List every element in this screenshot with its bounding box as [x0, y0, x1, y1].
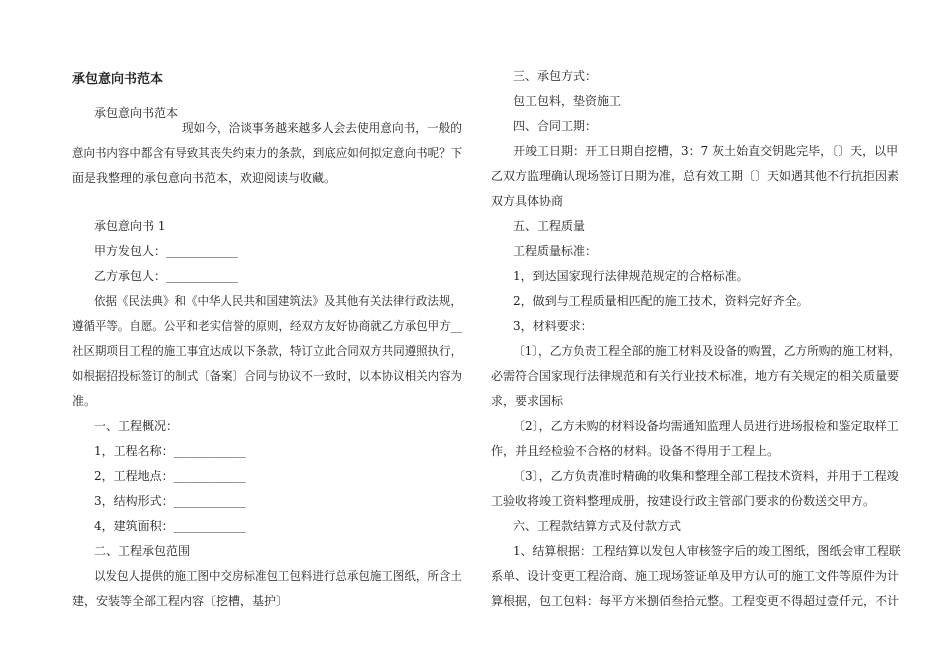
paragraph-line: 以发包人提供的施工图中交房标准包工包料进行总承包施工图纸，所含土 — [94, 569, 462, 583]
section-heading: 五、工程质量 — [513, 219, 586, 233]
paragraph-line: 承包意向书范本 — [94, 106, 179, 120]
party-a-line: 甲方发包人：____________ — [94, 244, 239, 258]
paragraph-line: 〔1〕，乙方负责工程全部的施工材料及设备的购置，乙方所购的施工材料， — [513, 344, 901, 358]
list-item: 4，建筑面积：____________ — [94, 519, 246, 533]
list-item: 3，材料要求： — [513, 319, 593, 333]
paragraph-line: 〔3〕，乙方负责准时精确的收集和整理全部工程技术资料，并用于工程竣 — [513, 469, 899, 483]
paragraph-line: 面是我整理的承包意向书范本，欢迎阅读与收藏。 — [72, 171, 337, 185]
party-b-line: 乙方承包人：____________ — [94, 269, 239, 283]
paragraph-line: 双方具体协商 — [491, 194, 564, 208]
paragraph-line: 依据《民法典》和《中华人民共和国建筑法》及其他有关法律行政法规， — [94, 294, 462, 308]
section-heading: 六、工程款结算方式及付款方式 — [513, 519, 682, 533]
paragraph-line: 必需符合国家现行法律规范和有关行业技术标准，地方有关规定的相关质量要 — [491, 369, 900, 383]
paragraph-line: 准。 — [72, 394, 97, 408]
paragraph-line: 建，安装等全部工程内容〔挖槽，基护〕 — [72, 594, 289, 608]
section-heading: 三、承包方式： — [513, 69, 598, 83]
list-item: 2，做到与工程质量相匹配的施工技术，资料完好齐全。 — [513, 294, 809, 308]
paragraph-line: 开竣工日期：开工日期自挖槽，3：7 灰土始直交钥匙完毕，〔〕天，以甲 — [513, 144, 899, 158]
paragraph-line: 作，并且经检验不合格的材料。设备不得用于工程上。 — [491, 444, 780, 458]
paragraph-line: 1、结算根据：工程结算以发包人审核签字后的竣工图纸，图纸会审工程联 — [513, 544, 901, 558]
paragraph-line: 意向书内容中都含有导致其丧失约束力的条款，到底应如何拟定意向书呢？下 — [72, 146, 463, 160]
list-item: 1，工程名称：____________ — [94, 444, 246, 458]
paragraph-line: 工验收将竣工资料整理成册，按建设行政主管部门要求的份数送交甲方。 — [491, 494, 876, 508]
paragraph-line: 现如今，洽谈事务越来越多人会去使用意向书，一般的 — [182, 121, 462, 135]
list-item: 1，到达国家现行法律规范规定的合格标准。 — [513, 269, 749, 283]
list-item: 3，结构形式：____________ — [94, 494, 246, 508]
paragraph-line: 算根据，包工包料：每平方米捌佰叁拾元整。工程变更不得超过壹仟元，不计 — [491, 594, 900, 608]
paragraph-line: 乙双方监理确认现场签订日期为准，总有效工期〔〕天如遇其他不行抗拒因素 — [491, 169, 900, 183]
paragraph-line: 工程质量标准： — [513, 244, 598, 258]
paragraph-line: 〔2〕，乙方未购的材料设备均需通知监理人员进行进场报检和鉴定取样工 — [513, 419, 899, 433]
paragraph-line: 包工包料，垫资施工 — [513, 94, 622, 108]
paragraph-line: 如根据招投标签订的制式〔备案〕合同与协议不一致时，以本协议相关内容为 — [72, 369, 463, 383]
paragraph-line: 系单、设计变更工程洽商、施工现场签证单及甲方认可的施工文件等原件为计 — [491, 569, 900, 583]
paragraph-line: 遵循平等。自愿。公平和老实信誉的原则，经双方友好协商就乙方承包甲方__ — [72, 319, 463, 333]
paragraph-line: 社区期项目工程的施工事宜达成以下条款，特订立此合同双方共同遵照执行， — [72, 344, 463, 358]
list-item: 2，工程地点：____________ — [94, 469, 246, 483]
section-heading: 二、工程承包范围 — [94, 544, 191, 558]
document-title: 承包意向书范本 — [72, 72, 164, 87]
paragraph-line: 求，要求国标 — [491, 394, 564, 408]
section-heading: 一、工程概况： — [94, 419, 179, 433]
section-heading: 四、合同工期： — [513, 119, 598, 133]
section-heading: 承包意向书 1 — [94, 219, 166, 233]
